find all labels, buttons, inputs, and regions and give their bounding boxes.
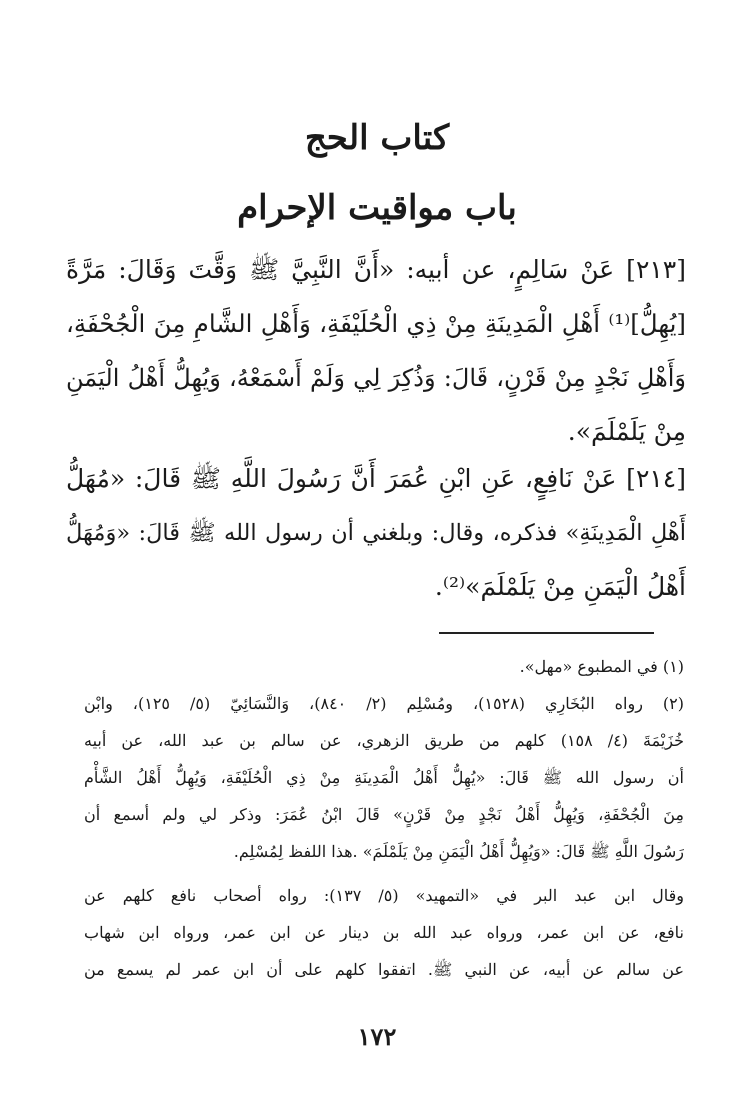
text-line: [٢١٣] عَنْ سَالِمٍ، عن أبيه: «أَنَّ النَّبِيَّ ﷺ وَقَّتَ وَقَالَ: مَرَّةً bbox=[66, 255, 686, 284]
page-number: ١٧٢ bbox=[357, 1022, 397, 1051]
text-line: وَأَهْلِ نَجْدٍ مِنْ قَرْنٍ، قَالَ: وَذُكِرَ لِي وَلَمْ أَسْمَعْهُ، وَيُهِلُّ أَهْلُ الْيَمَنِ bbox=[66, 364, 686, 392]
footnote-line: مِنَ الْجُحْفَةِ، وَيُهِلُّ أَهْلُ نَجْدٍ مِنْ قَرْنٍ» قَالَ ابْنُ عُمَرَ: وذكر لي ولم أسمع أن bbox=[84, 805, 684, 824]
hadith-paragraph-213 bbox=[66, 243, 686, 459]
footnote-2-continuation bbox=[84, 877, 684, 988]
hadith-paragraph-214 bbox=[66, 452, 686, 614]
footnote-2 bbox=[84, 685, 684, 870]
footnote-line: (٢) رواه البُخَارِي (١٥٢٨)، ومُسْلِم (٢/ ٨٤٠)، وَالنَّسَائِيّ (٥/ ١٢٥)، وابْن bbox=[84, 694, 684, 713]
text-line: [٢١٤] عَنْ نَافِعٍ، عَنِ ابْنِ عُمَرَ أَنَّ رَسُولَ اللَّهِ ﷺ قَالَ: «مُهَلُّ bbox=[66, 464, 686, 493]
text-line: [يُهِلُّ]⁽¹⁾ أَهْلِ الْمَدِينَةِ مِنْ ذِي الْحُلَيْفَةِ، وَأَهْلِ الشَّامِ مِنَ الْجُحْفَةِ، bbox=[66, 309, 686, 338]
footnote-line: (١) في المطبوع «مهل». bbox=[519, 657, 684, 676]
footnote-line: وقال ابن عبد البر في «التمهيد» (٥/ ١٣٧): رواه أصحاب نافع كلهم عن bbox=[84, 886, 684, 905]
footnote-1 bbox=[84, 648, 684, 685]
text-line: مِنْ يَلَمْلَمَ». bbox=[567, 417, 686, 446]
footnote-separator bbox=[439, 632, 654, 634]
footnote-line: نافع، عن ابن عمر، ورواه عبد الله بن دينار عن ابن عمر، ورواه ابن شهاب bbox=[84, 923, 684, 942]
text-line: أَهْلُ الْيَمَنِ مِنْ يَلَمْلَمَ»⁽²⁾. bbox=[434, 572, 686, 601]
footnote-line: عن سالم عن أبيه، عن النبي ﷺ. اتفقوا كلهم على أن ابن عمر لم يسمع من bbox=[84, 960, 684, 979]
footnote-line: أن رسول الله ﷺ قَالَ: «يُهِلُّ أَهْلُ الْمَدِينَةِ مِنْ ذِي الْحُلَيْفَةِ، وَيُهِلُّ أَهْلُ الشَّأْم bbox=[84, 768, 684, 787]
text-line: أَهْلِ الْمَدِينَةِ» فذكره، وقال: وبلغني أن رسول الله ﷺ قَالَ: «وَمُهَلُّ bbox=[66, 520, 686, 546]
footnote-line: خُزَيْمَةَ (٤/ ١٥٨) كلهم من طريق الزهري، عن سالم بن عبد الله، عن أبيه bbox=[84, 731, 684, 750]
chapter-title: باب مواقيت الإحرام bbox=[237, 188, 517, 228]
book-title: كتاب الحج bbox=[304, 118, 450, 158]
footnote-line: رَسُولَ اللَّهِ ﷺ قَالَ: «وَيُهِلُّ أَهْلُ الْيَمَنِ مِنْ يَلَمْلَمَ» .هذا اللفظ لِمُسْلِم. bbox=[233, 842, 684, 861]
